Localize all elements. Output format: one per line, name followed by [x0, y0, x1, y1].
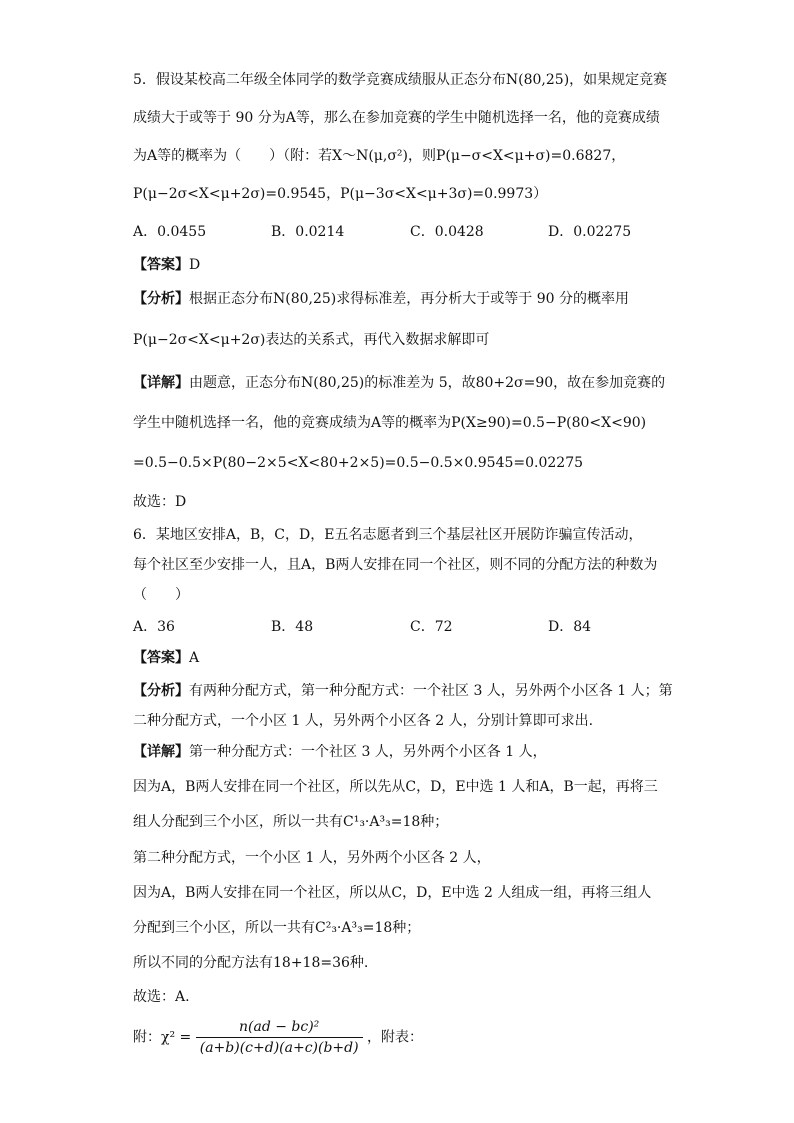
detail-tag: 【详解】: [133, 375, 189, 391]
q5-stem-line-4: P(μ−2σ<X<μ+2σ)=0.9545，P(μ−3σ<X<μ+3σ)=0.9973）: [133, 186, 548, 202]
q6-choose: 故选：A.: [133, 989, 190, 1005]
q6-stem-line-3: （ ）: [133, 587, 189, 603]
fraction-denominator: (a+b)(c+d)(a+c)(b+d): [199, 1040, 359, 1056]
q6-option-a: A．36: [133, 619, 175, 635]
chi-square-fraction: [196, 1017, 363, 1058]
q6-option-d: D．84: [548, 619, 592, 635]
detail-tag: 【详解】: [133, 744, 189, 760]
analysis-tag: 【分析】: [133, 291, 189, 307]
analysis-tag: 【分析】: [133, 683, 189, 699]
q5-analysis-line-2: P(μ−2σ<X<μ+2σ)表达的关系式，再代入数据求解即可: [133, 332, 490, 348]
q6-answer: [133, 648, 199, 668]
q6-detail-line-4: 第二种分配方式，一个小区 1 人，另外两个小区各 2 人，: [133, 850, 491, 866]
analysis-text: 有两种分配方式，第一种分配方式：一个社区 3 人，另外两个小区各 1 人；第: [189, 683, 673, 699]
q6-detail-line-2: 因为A，B两人安排在同一个社区，所以先从C，D，E中选 1 人和A，B一起，再将三: [133, 779, 658, 795]
q5-answer: [133, 255, 200, 275]
detail-text: 由题意，正态分布N(80,25)的标准差为 5，故80+2σ=90，故在参加竞赛的: [189, 375, 666, 391]
q6-analysis-line-1: [133, 681, 673, 701]
q5-option-b: B．0.0214: [271, 224, 345, 240]
q6-option-c: C．72: [410, 619, 453, 635]
q6-detail-line-5: 因为A，B两人安排在同一个社区，所以从C，D，E中选 2 人组成一组，再将三组人: [133, 885, 652, 901]
q6-detail-line-3: 组人分配到三个小区，所以一共有C¹₃·A³₃=18种；: [133, 814, 449, 830]
appendix-formula: [133, 1017, 423, 1058]
answer-value: D: [189, 257, 201, 273]
q5-option-c: C．0.0428: [410, 224, 484, 240]
q5-stem-line-2: 成绩大于或等于 90 分为A等，那么在参加竞赛的学生中随机选择一名，他的竞赛成绩: [133, 110, 660, 126]
q6-detail-line-1: [133, 742, 547, 762]
q6-option-b: B．48: [271, 619, 314, 635]
q5-analysis-line-1: [133, 289, 629, 309]
q5-choose: 故选：D: [133, 494, 187, 510]
detail-text: 第一种分配方式：一个社区 3 人，另外两个小区各 1 人，: [189, 744, 547, 760]
answer-tag: 【答案】: [133, 257, 189, 273]
analysis-text: 根据正态分布N(80,25)求得标准差，再分析大于或等于 90 分的概率用: [189, 291, 629, 307]
q6-detail-line-7: 所以不同的分配方法有18+18=36种.: [133, 955, 369, 971]
answer-value: A: [189, 650, 200, 666]
q5-detail-line-3: =0.5−0.5×P(80−2×5<X<80+2×5)=0.5−0.5×0.9545=0.02275: [133, 455, 584, 471]
q6-analysis-line-2: 二种分配方式，一个小区 1 人，另外两个小区各 2 人，分别计算即可求出.: [133, 713, 594, 729]
q6-stem-line-1: 6．某地区安排A，B，C，D，E五名志愿者到三个基层社区开展防诈骗宣传活动，: [133, 527, 643, 543]
q5-stem-line-1: 5．假设某校高二年级全体同学的数学竞赛成绩服从正态分布N(80,25)，如果规定竞赛: [133, 72, 668, 88]
answer-tag: 【答案】: [133, 650, 189, 666]
q5-detail-line-1: [133, 373, 665, 393]
q5-option-d: D．0.02275: [548, 224, 632, 240]
q5-option-a: A．0.0455: [133, 224, 207, 240]
q5-detail-line-2: 学生中随机选择一名，他的竞赛成绩为A等的概率为P(X≥90)=0.5−P(80<X<90): [133, 415, 647, 431]
appendix-suffix: ，附表：: [367, 1029, 424, 1046]
q5-stem-line-3: 为A等的概率为（ ）（附：若X～N(μ,σ²)，则P(μ−σ<X<μ+σ)=0.6827，: [133, 148, 626, 164]
q6-stem-line-2: 每个社区至少安排一人，且A，B两人安排在同一个社区，则不同的分配方法的种数为: [133, 557, 658, 573]
q6-detail-line-6: 分配到三个小区，所以一共有C²₃·A³₃=18种；: [133, 920, 421, 936]
fraction-numerator: n(ad − bc)²: [196, 1017, 363, 1038]
appendix-prefix: 附：χ² =: [133, 1029, 192, 1046]
